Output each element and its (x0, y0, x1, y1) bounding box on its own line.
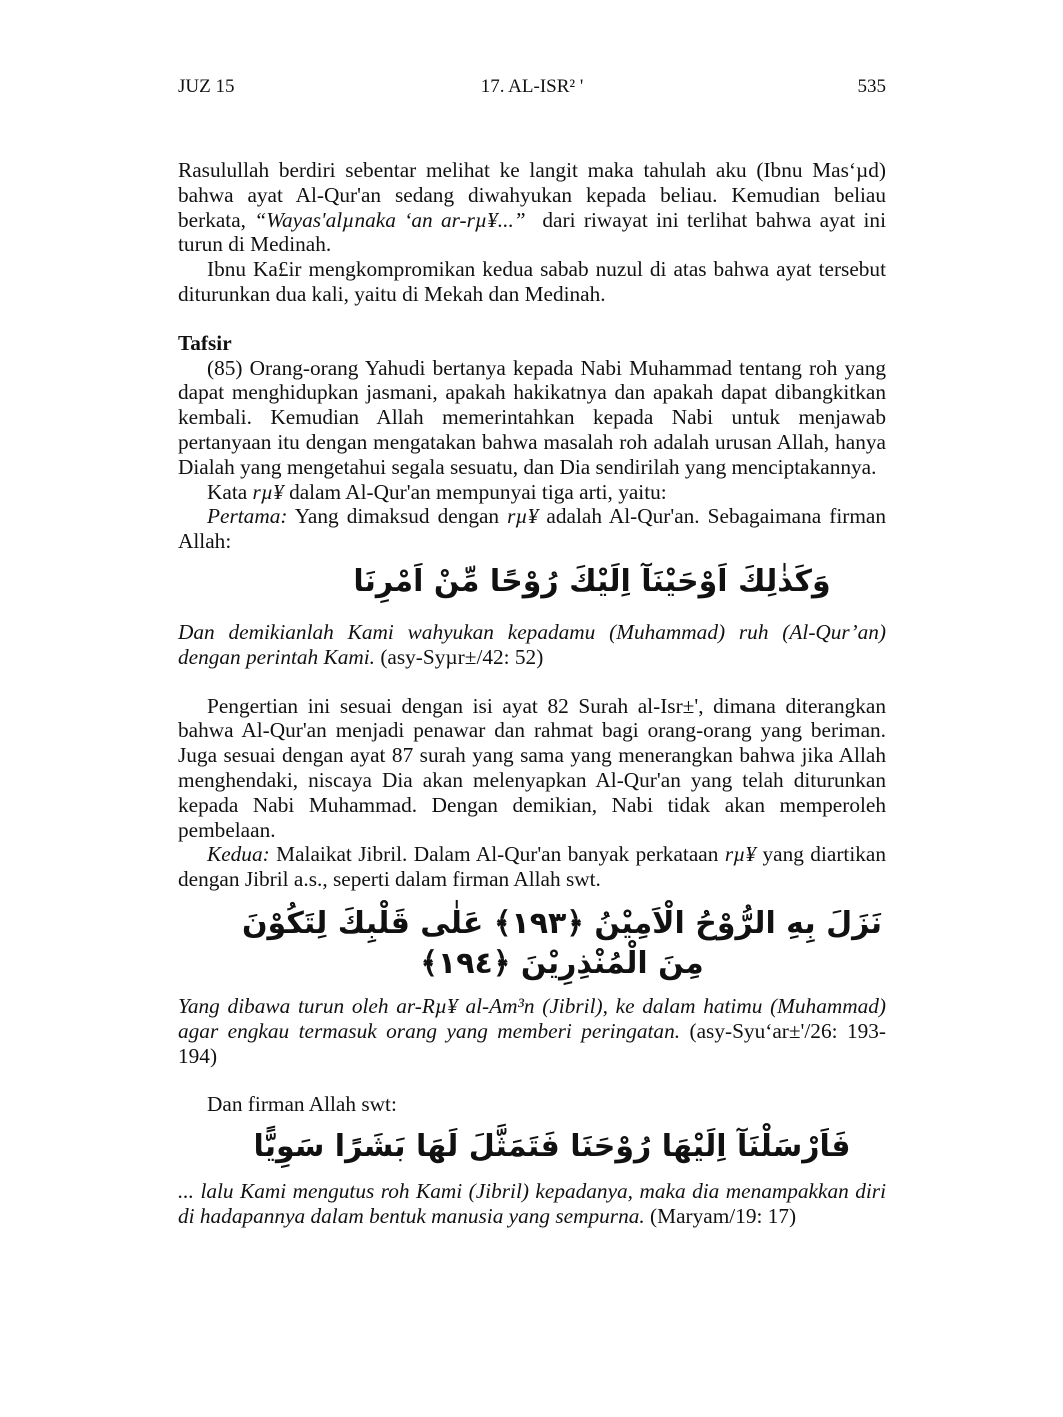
paragraph-kata-ruh (178, 480, 886, 505)
paragraph-dan-firman: Dan firman Allah swt: (207, 1092, 397, 1117)
translation-asy-syuara (178, 994, 886, 1068)
arabic-verse-maryam: فَاَرْسَلْنَآ اِلَيْهَا رُوْحَنَا فَتَمَثَّلَ لَهَا بَشَرًا سَوِيًّا (253, 1129, 851, 1165)
kedua-text-a: Malaikat Jibril. Dalam Al-Qur'an banyak perkataan (276, 842, 719, 867)
quote-wayasalunaka: “Wayas'alµnaka ‘an ar-rµ¥...” (254, 207, 526, 232)
translation-text: ... lalu Kami mengutus roh Kami (Jibril) kepadanya, maka dia menampakkan diri di hadapannya dalam bentuk manusia yang sempurna. (178, 1179, 886, 1228)
kedua-label: Kedua: (207, 842, 270, 867)
pertama-text-b: adalah Al-Qur'an. Sebagaimana firman Allah: (178, 504, 886, 554)
pertama-text-a: Yang dimaksud dengan (294, 504, 500, 529)
paragraph-kedua (178, 842, 886, 892)
translation-text: Dan demikianlah Kami wahyukan kepadamu (Muhammad) ruh (Al-Qur’an) dengan perintah Kami. (178, 619, 886, 669)
term-ruh: rµ¥ (724, 842, 757, 867)
page-number: 535 (857, 76, 886, 97)
surah-title: 17. AL-ISR² ' (480, 76, 584, 97)
arabic-verse-asy-syura: وَكَذٰلِكَ اَوْحَيْنَآ اِلَيْكَ رُوْحًا مِّنْ اَمْرِنَا (353, 563, 831, 599)
term-ruh: rµ¥ (252, 479, 284, 504)
paragraph-ibnu-kasir: Ibnu Ka£ir mengkompromikan kedua sabab nuzul di atas bahwa ayat tersebut diturunkan dua kali, yaitu di Mekah dan Medinah. (178, 257, 886, 306)
page-body (178, 158, 886, 1229)
tafsir-heading: Tafsir (178, 330, 232, 355)
term-ruh: rµ¥ (507, 504, 539, 529)
pertama-label: Pertama: (207, 504, 288, 529)
juz-label: JUZ 15 (178, 76, 235, 97)
translation-text: Yang dibawa turun oleh ar-Rµ¥ al-Am³n (Jibril), ke dalam hatimu (Muhammad) agar engkau termasuk orang yang memberi peringatan. (178, 993, 886, 1043)
verse-reference: (Maryam/19: 17) (650, 1203, 797, 1228)
paragraph-riwayat (178, 158, 886, 257)
paragraph-riwayat-end: dari riwayat ini terlihat bahwa ayat ini turun di Medinah. (178, 207, 887, 257)
translation-asy-syura (178, 620, 886, 670)
verse-reference: (asy-Syu‘ar±'/26: 193-194) (178, 1018, 887, 1068)
paragraph-pertama (178, 504, 886, 554)
kata-label: Kata (207, 479, 248, 504)
verse-reference: (asy-Syµr±/42: 52) (380, 644, 544, 669)
page-header (178, 76, 886, 100)
paragraph-tafsir-85: (85) Orang-orang Yahudi bertanya kepada Nabi Muhammad tentang roh yang dapat menghidupkan jasmani, apakah hakikatnya dan apakah dapat dibangkitkan kembali. Kemudian Allah memerintahkan kepada Nabi untuk menjawab pertanyaan itu dengan mengatakan bahwa masalah roh adalah urusan Allah, hanya Dialah yang mengetahui segala sesuatu, dan Dia sendirilah yang menciptakannya. (178, 355, 886, 479)
kata-rest: dalam Al-Qur'an mempunyai tiga arti, yaitu: (289, 479, 667, 504)
paragraph-riwayat-text: Rasulullah berdiri sebentar melihat ke langit maka tahulah aku (Ibnu Mas‘µd) bahwa ayat Al-Qur'an sedang diwahyukan kepada beliau. Kemudian beliau berkata, (178, 158, 886, 232)
kedua-text-b: yang diartikan dengan Jibril a.s., seperti dalam firman Allah swt. (178, 842, 887, 892)
arabic-verse-asy-syuara: نَزَلَ بِهِ الرُّوْحُ الْاَمِيْنُ ﴿١٩٣﴾ عَلٰى قَلْبِكَ لِتَكُوْنَ مِنَ الْمُنْذِرِيْنَ ﴿١٩٤﴾ (241, 905, 883, 981)
paragraph-pengertian: Pengertian ini sesuai dengan isi ayat 82 Surah al-Isr±', dimana diterangkan bahwa Al-Qur'an menjadi penawar dan rahmat bagi orang-orang yang beriman. Juga sesuai dengan ayat 87 surah yang sama yang menerangkan bahwa jika Allah menghendaki, niscaya Dia akan melenyapkan Al-Qur'an yang telah diturunkan kepada Nabi Muhammad. Dengan demikian, Nabi tidak akan memperoleh pembelaan. (178, 693, 886, 842)
translation-maryam (178, 1179, 886, 1229)
